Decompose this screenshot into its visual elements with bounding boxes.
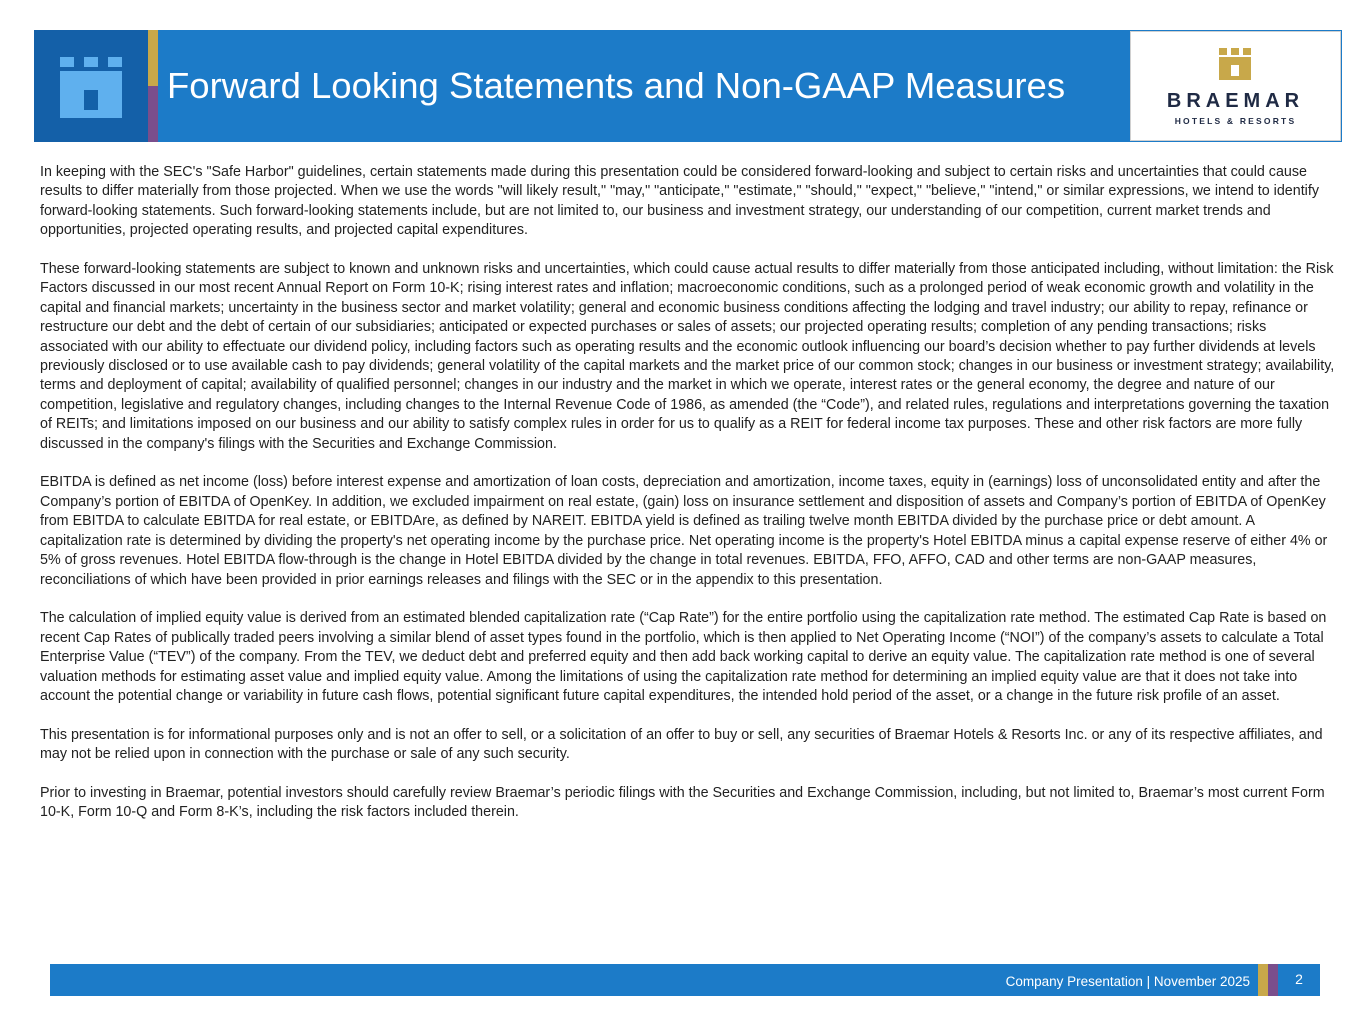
braemar-logo bbox=[1130, 31, 1341, 141]
page-title: Forward Looking Statements and Non-GAAP Measures bbox=[167, 65, 1066, 106]
paragraph: EBITDA is defined as net income (loss) before interest expense and amortization of loan costs, depreciation and amortization, income taxes, equity in (earnings) loss of unconsolidated entity and after the Company’s portion of EBITDA of OpenKey. In addition, we excluded impairment on real estate, (gain) loss on insurance settlement and disposition of assets and Company’s portion of EBITDA of OpenKey from EBITDA to calculate EBITDA for real estate, or EBITDAre, as defined by NAREIT. EBITDA yield is defined as trailing twelve month EBITDA divided by the purchase price or debt amount. A capitalization rate is determined by dividing the property's net operating income by the purchase price. Net operating income is the property's Hotel EBITDA minus a capital expense reserve of either 4% or 5% of gross revenues. Hotel EBITDA flow-through is the change in Hotel EBITDA divided by the change in total revenues. EBITDA, FFO, AFFO, CAD and other terms are non-GAAP measures, reconciliations of which have been provided in prior earnings releases and filings with the SEC or in the appendix to this presentation. bbox=[40, 474, 1328, 588]
logo-wordmark: BRAEMAR bbox=[1166, 90, 1305, 112]
paragraph: In keeping with the SEC's "Safe Harbor" guidelines, certain statements made during this presentation could be considered forward-looking and subject to certain risks and uncertainties that could cause results to differ materially from those projected. When we use the words "will likely result," "may," "anticipate," "estimate," "should," "expect," "believe," "intend," or similar expressions, we intend to identify forward-looking statements. Such forward-looking statements include, but are not limited to, our business and investment strategy, our understanding of our competition, current market trends and opportunities, projected operating results, and projected capital expenditures. bbox=[40, 164, 1319, 239]
paragraph: The calculation of implied equity value is derived from an estimated blended capitalization rate (“Cap Rate”) for the entire portfolio using the capitalization rate method. The estimated Cap Rate is based on recent Cap Rates of publically traded peers involving a similar blend of asset types found in the portfolio, which is then applied to Net Operating Income (“NOI”) of the company’s assets to calculate a Total Enterprise Value (“TEV”) of the company. From the TEV, we deduct debt and preferred equity and then add back working capital to derive an equity value. The capitalization rate method is one of several valuation methods for estimating asset value and implied equity value. Among the limitations of using the capitalization rate method for determining an implied equity value are that it does not take into account the potential change or variability in future cash flows, potential significant future capital expenditures, the intended hold period of the asset, or a change in the future risk profile of an asset. bbox=[40, 610, 1327, 704]
page-number: 2 bbox=[1278, 964, 1320, 996]
header-accent-purple bbox=[148, 86, 158, 142]
logo-tagline: HOTELS & RESORTS bbox=[1174, 116, 1297, 126]
castle-tower-icon bbox=[34, 30, 148, 142]
footer-accent-gold bbox=[1258, 964, 1268, 996]
header-accent-gold bbox=[148, 30, 158, 86]
castle-tower-icon bbox=[1217, 48, 1253, 80]
paragraph: These forward-looking statements are subject to known and unknown risks and uncertainties, which could cause actual results to differ materially from those anticipated including, without limitation: the Risk Factors discussed in our most recent Annual Report on Form 10-K; rising interest rates and inflation; macroeconomic conditions, such as a prolonged period of weak economic growth and volatility in the capital and financial markets; uncertainty in the business sector and market volatility; general and economic business conditions affecting the lodging and travel industry; our ability to repay, refinance or restructure our debt and the debt of certain of our subsidiaries; anticipated or expected purchases or sales of assets; our projected operating results; completion of any pending transactions; risks associated with our ability to effectuate our dividend policy, including factors such as operating results and the economic outlook influencing our board’s decision whether to pay further dividends at levels previously disclosed or to use available cash to pay dividends; general volatility of the capital markets and the market price of our common stock; changes in our business or investment strategy; availability, terms and deployment of capital; availability of qualified personnel; changes in our industry and the market in which we operate, interest rates or the general economy, the degree and nature of our competition, legislative and regulatory changes, including changes to the Internal Revenue Code of 1986, as amended (the “Code”), and related rules, regulations and interpretations governing the taxation of REITs; and limitations imposed on our business and our ability to satisfy complex rules in order for us to qualify as a REIT for federal income tax purposes. These and other risk factors are more fully discussed in the company's filings with the Securities and Exchange Commission. bbox=[40, 261, 1335, 452]
header-icon-block bbox=[34, 30, 148, 142]
paragraph: This presentation is for informational purposes only and is not an offer to sell, or a solicitation of an offer to buy or sell, any securities of Braemar Hotels & Resorts Inc. or any of its respective affiliates, and may not be relied upon in connection with the purchase or sale of any such security. bbox=[40, 726, 1323, 763]
footer-label: Company Presentation | November 2025 bbox=[1005, 974, 1250, 989]
paragraph: Prior to investing in Braemar, potential investors should carefully review Braemar’s periodic filings with the Securities and Exchange Commission, including, but not limited to, Braemar’s most current Form 10-K, Form 10-Q and Form 8-K’s, including the risk factors included therein. bbox=[40, 784, 1325, 821]
footer-accent-purple bbox=[1268, 964, 1278, 996]
disclaimer-body bbox=[40, 163, 1335, 842]
